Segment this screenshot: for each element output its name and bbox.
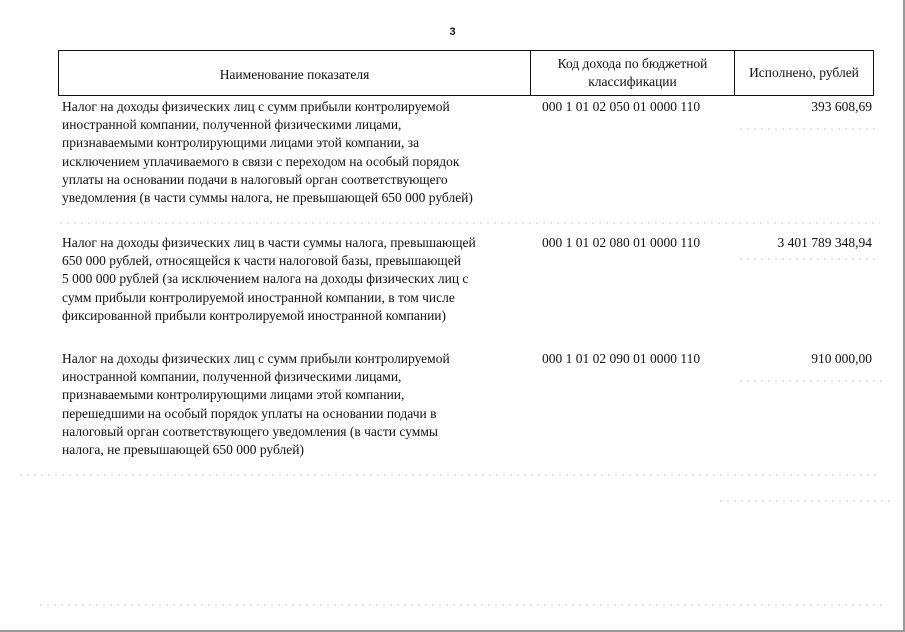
page-number: 3: [449, 26, 456, 38]
header-name: Наименование показателя: [59, 51, 531, 95]
indicator-name-line: налога, не превышающей 650 000 рублей): [62, 442, 304, 458]
executed-amount: 393 608,69: [811, 99, 872, 114]
indicator-name-line: Налог на доходы физических лиц с сумм прибыли контролируемой: [62, 351, 450, 366]
scan-noise: [720, 500, 890, 502]
indicator-name-line: сумм прибыли контролируемой иностранной компании, в том числе: [62, 289, 455, 305]
indicator-name-line: признаваемыми контролирующими лицами этой компании,: [62, 387, 405, 403]
scan-noise: [740, 128, 880, 130]
budget-code: 000 1 01 02 050 01 0000 110: [542, 99, 701, 114]
header-code-line2: классификации: [588, 74, 677, 89]
indicator-name-line: Налог на доходы физических лиц в части суммы налога, превышающей: [62, 235, 476, 250]
scan-noise: [40, 604, 885, 606]
indicator-name: [62, 98, 526, 207]
indicator-name-line: налоговый орган соответствующего уведомления (в части суммы: [62, 423, 438, 439]
header-executed: Исполнено, рублей: [749, 65, 859, 80]
indicator-name-line: 650 000 рублей, относящейся к части налоговой базы, превышающей: [62, 253, 461, 269]
executed-amount: 3 401 789 348,94: [777, 235, 872, 250]
header-code: [531, 51, 735, 95]
budget-code: 000 1 01 02 090 01 0000 110: [542, 351, 701, 366]
indicator-name-line: уплаты на основании подачи в налоговый орган соответствующего: [62, 171, 448, 187]
indicator-name: [62, 234, 526, 325]
indicator-name-line: перешедшими на особый порядок уплаты на основании подачи в: [62, 405, 437, 421]
scan-noise: [20, 474, 880, 476]
indicator-name-line: признаваемыми контролирующими лицами этой компании, за: [62, 135, 420, 151]
indicator-name-line: Налог на доходы физических лиц с сумм прибыли контролируемой: [62, 99, 450, 114]
indicator-name-line: исключением уплачиваемого в связи с переходом на особый порядок: [62, 153, 460, 169]
indicator-name-line: 5 000 000 рублей (за исключением налога на доходы физических лиц с: [62, 271, 469, 287]
indicator-name-line: иностранной компании, полученной физическими лицами,: [62, 117, 402, 133]
scan-noise: [740, 258, 880, 260]
indicator-name-line: иностранной компании, полученной физическими лицами,: [62, 369, 402, 385]
header-code-line1: Код дохода по бюджетной: [557, 56, 708, 71]
scan-noise: [60, 222, 880, 224]
indicator-name-line: уведомления (в части суммы налога, не превышающей 650 000 рублей): [62, 190, 473, 206]
indicator-name: [62, 350, 526, 459]
executed-amount: 910 000,00: [811, 351, 872, 366]
indicator-name-line: фиксированной прибыли контролируемой иностранной компании): [62, 307, 447, 323]
scan-noise: [740, 380, 885, 382]
table-header: [58, 50, 874, 96]
budget-code: 000 1 01 02 080 01 0000 110: [542, 235, 701, 250]
